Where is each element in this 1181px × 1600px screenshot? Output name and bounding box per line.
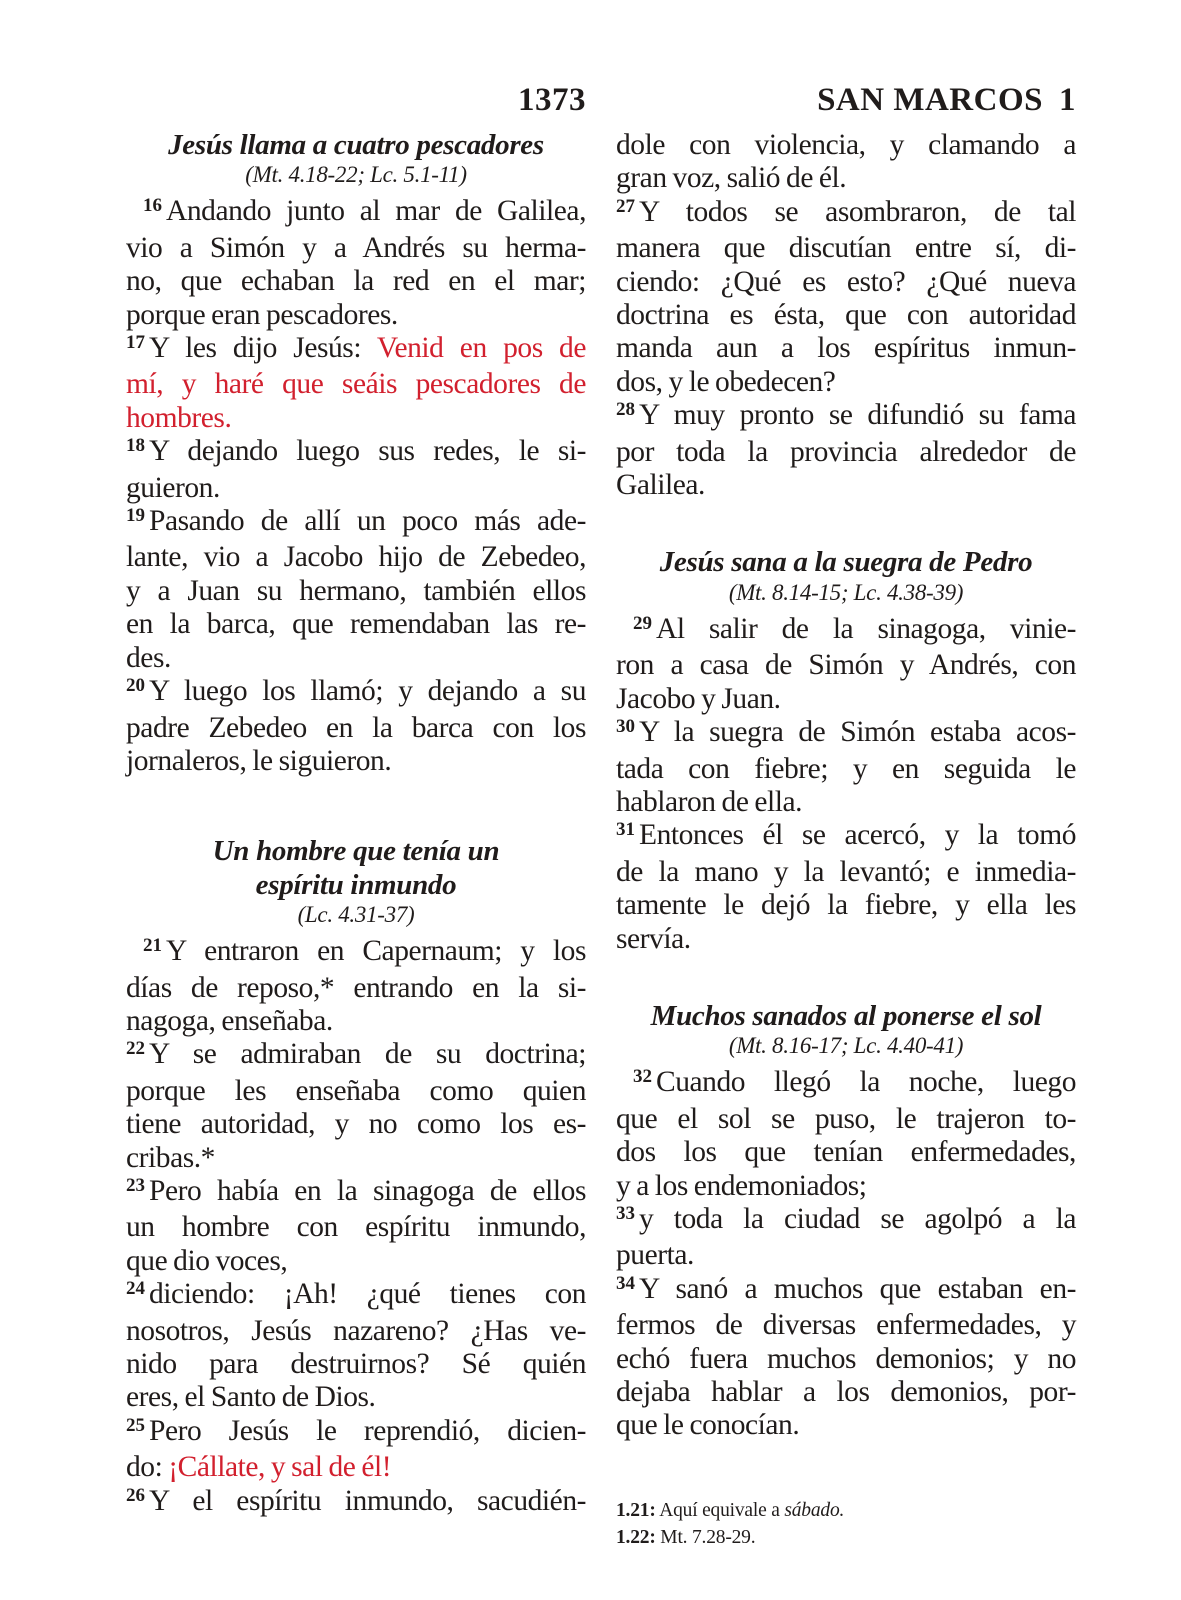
body-text: manera que discutían entre sí, di- (616, 232, 1076, 265)
section-title: espíritu inmundo (255, 868, 457, 901)
verse-paragraph (126, 1038, 586, 1175)
body-text: tiene autoridad, y no como los es- (126, 1108, 586, 1141)
text-line (126, 1485, 586, 1521)
text-line (126, 1108, 586, 1141)
footnote-text: Aquí equivale a (655, 1499, 785, 1521)
body-text: que dio voces, (126, 1244, 288, 1277)
body-text: Jacobo y Juan. (616, 682, 781, 715)
body-text: eres, el Santo de Dios. (126, 1381, 376, 1414)
verse-paragraph (126, 435, 586, 505)
body-text: Andando junto al mar de Galilea, (166, 195, 586, 228)
body-text: Y les dijo Jesús: (149, 332, 377, 365)
section-title: Jesús llama a cuatro pescadores (168, 129, 544, 161)
text-line (616, 399, 1076, 435)
text-line (616, 162, 1076, 195)
section-title: Un hombre que tenía un (212, 835, 500, 868)
text-line (126, 195, 586, 231)
body-text: gran voz, salió de él. (616, 162, 847, 195)
text-line (126, 332, 586, 368)
body-text: Y muy pronto se difundió su fama (639, 399, 1076, 432)
text-line (126, 402, 586, 435)
running-head (616, 84, 1076, 117)
body-text: Cuando llegó la noche, luego (656, 1066, 1076, 1099)
body-text: porque eran pescadores. (126, 298, 398, 331)
text-line (126, 299, 586, 332)
verse-number: 23 (126, 1174, 145, 1196)
verse-number: 20 (126, 675, 145, 697)
body-text: Y el espíritu inmundo, sacudién- (149, 1484, 586, 1517)
body-text: puerta. (616, 1239, 694, 1272)
body-text: nido para destruirnos? Sé quién (126, 1348, 586, 1380)
text-line (126, 1038, 586, 1074)
text-line (616, 786, 1076, 819)
words-of-jesus: ¡Cállate, y sal de él! (168, 1451, 392, 1484)
body-text: días de reposo,* entrando en la si- (126, 971, 586, 1004)
section-title: Jesús sana a la suegra de Pedro (659, 546, 1033, 579)
continuation-paragraph (616, 129, 1076, 196)
text-line (126, 1381, 586, 1414)
text-line (126, 265, 586, 298)
verse-number: 29 (633, 612, 652, 634)
verse-paragraph (616, 1066, 1076, 1203)
body-text: fermos de diversas enfermedades, y (616, 1309, 1076, 1342)
right-column (616, 129, 1076, 1551)
text-line (616, 1343, 1076, 1376)
body-text: un hombre con espíritu inmundo, (126, 1211, 586, 1244)
text-line (616, 366, 1076, 399)
verse-paragraph (126, 675, 586, 778)
text-line (616, 1103, 1076, 1136)
text-line (126, 642, 586, 675)
text-line (616, 1066, 1076, 1102)
body-text: Y entraron en Capernaum; y los (166, 935, 586, 968)
text-line (616, 1136, 1076, 1169)
text-line (126, 435, 586, 471)
body-text: diciendo: ¡Ah! ¿qué tienes con (149, 1278, 586, 1311)
text-line (126, 712, 586, 745)
section-heading-group (616, 1000, 1076, 1059)
body-text: vio a Simón y a Andrés su herma- (126, 231, 586, 264)
text-line (126, 1415, 586, 1451)
text-line (126, 541, 586, 574)
text-line (616, 1409, 1076, 1442)
body-text: en la barca, que remendaban las re- (126, 608, 586, 641)
verse-number: 17 (126, 332, 145, 354)
verse-paragraph (126, 1415, 586, 1485)
text-line (616, 1170, 1076, 1203)
body-text: no, que echaban la red en el mar; (126, 265, 586, 298)
verse-paragraph (616, 399, 1076, 502)
body-text: Galilea. (616, 469, 705, 502)
body-text: y a los endemoniados; (616, 1169, 867, 1202)
verse-number: 18 (126, 435, 145, 457)
verse-number: 25 (126, 1414, 145, 1436)
verse-paragraph (616, 196, 1076, 399)
verse-paragraph (126, 332, 586, 435)
text-line (126, 1075, 586, 1108)
text-line (616, 1376, 1076, 1409)
text-line (126, 1175, 586, 1211)
body-text: tamente le dejó la fiebre, y ella les (616, 889, 1076, 922)
verse-number: 30 (616, 716, 635, 738)
body-text: que el sol se puso, le trajeron to- (616, 1102, 1076, 1135)
text-line (126, 232, 586, 265)
text-line (126, 1451, 586, 1484)
verse-number: 34 (616, 1272, 635, 1294)
body-text: Entonces él se acercó, y la tomó (639, 819, 1076, 852)
text-columns (126, 129, 1076, 1551)
verse-paragraph (126, 1485, 586, 1521)
text-line (616, 1273, 1076, 1309)
words-of-jesus: hombres. (126, 401, 232, 434)
text-line (616, 613, 1076, 649)
verse-number: 27 (616, 195, 635, 217)
text-line (126, 472, 586, 505)
body-text: echó fuera muchos demonios; y no (616, 1342, 1076, 1375)
verse-number: 19 (126, 505, 145, 527)
verse-paragraph (126, 195, 586, 332)
page-number: 1373 (518, 82, 586, 118)
verse-paragraph (616, 819, 1076, 956)
text-line (126, 1245, 586, 1278)
body-text: manda aun a los espíritus inmun- (616, 332, 1076, 365)
body-text: Y todos se asombraron, de tal (639, 195, 1076, 228)
body-text: y toda la ciudad se agolpó a la (639, 1202, 1076, 1235)
text-line (616, 469, 1076, 502)
verse-number: 28 (616, 399, 635, 421)
verse-number: 22 (126, 1038, 145, 1060)
section-cross-reference: (Mt. 8.14-15; Lc. 4.38-39) (728, 579, 964, 605)
verse-number: 33 (616, 1202, 635, 1224)
text-line (616, 889, 1076, 922)
text-line (616, 266, 1076, 299)
footnote-text: sábado. (784, 1499, 845, 1521)
body-text: Al salir de la sinagoga, vinie- (656, 612, 1076, 645)
text-line (616, 436, 1076, 469)
body-text: Y luego los llamó; y dejando a su (149, 675, 586, 708)
body-text: Y se admiraban de su doctrina; (149, 1038, 586, 1071)
verse-number: 31 (616, 819, 635, 841)
body-text: dos, y le obedecen? (616, 365, 836, 398)
section-heading-group (126, 129, 586, 188)
body-text: dos los que tenían enfermedades, (616, 1136, 1076, 1169)
verse-paragraph (616, 1203, 1076, 1273)
chapter-number: 1 (1059, 82, 1076, 118)
body-text: Y dejando luego sus redes, le si- (149, 435, 586, 468)
body-text: hablaron de ella. (616, 785, 803, 818)
verse-number: 16 (143, 195, 162, 217)
words-of-jesus: Venid en pos de (376, 332, 587, 365)
text-line (126, 368, 586, 401)
verse-number: 21 (143, 935, 162, 957)
body-text: des. (126, 641, 171, 674)
body-text: Pero Jesús le reprendió, dicien- (149, 1414, 586, 1447)
text-line (126, 1142, 586, 1175)
body-text: porque les enseñaba como quien (126, 1074, 586, 1107)
text-line (126, 935, 586, 971)
body-text: de la mano y la levantó; e inmedia- (616, 855, 1076, 888)
verse-paragraph (616, 613, 1076, 716)
text-line (616, 332, 1076, 365)
page-header (126, 84, 1076, 117)
book-name: SAN MARCOS (817, 82, 1043, 118)
body-text: y a Juan su hermano, también ellos (126, 574, 586, 607)
text-line (126, 1348, 586, 1381)
text-line (616, 683, 1076, 716)
body-text: Pasando de allí un poco más ade- (149, 505, 586, 538)
text-line (616, 753, 1076, 786)
section-cross-reference: (Mt. 8.16-17; Lc. 4.40-41) (728, 1033, 964, 1059)
text-line (616, 129, 1076, 162)
verse-number: 26 (126, 1484, 145, 1506)
text-line (126, 1211, 586, 1244)
text-line (616, 1309, 1076, 1342)
body-text: Y la suegra de Simón estaba acos- (639, 716, 1076, 749)
text-line (616, 649, 1076, 682)
body-text: servía. (616, 922, 691, 955)
text-line (126, 745, 586, 778)
left-column (126, 129, 586, 1551)
text-line (616, 1239, 1076, 1272)
footnote (616, 1497, 1076, 1524)
text-line (616, 232, 1076, 265)
section-title: Muchos sanados al ponerse el sol (650, 999, 1042, 1032)
body-text: Pero había en la sinagoga de ellos (149, 1174, 586, 1207)
verse-paragraph (126, 1278, 586, 1415)
verse-number: 24 (126, 1278, 145, 1300)
body-text: dejaba hablar a los demonios, por- (616, 1376, 1076, 1408)
text-line (126, 575, 586, 608)
body-text: guieron. (126, 471, 220, 504)
body-text: Y sanó a muchos que estaban en- (639, 1272, 1076, 1305)
verse-paragraph (126, 505, 586, 675)
text-line (616, 1203, 1076, 1239)
verse-paragraph (126, 1175, 586, 1278)
text-line (126, 608, 586, 641)
text-line (616, 299, 1076, 332)
body-text: doctrina es ésta, que con autoridad (616, 299, 1076, 332)
body-text: nosotros, Jesús nazareno? ¿Has ve- (126, 1314, 586, 1347)
body-text: ron a casa de Simón y Andrés, con (616, 649, 1076, 682)
text-line (616, 716, 1076, 752)
verse-paragraph (616, 716, 1076, 819)
footnote-ref: 1.21: (616, 1499, 656, 1521)
text-line (616, 923, 1076, 956)
section-heading-group (126, 835, 586, 928)
footnote-ref: 1.22: (616, 1526, 656, 1548)
body-text: por toda la provincia alrededor de (616, 435, 1076, 468)
footnotes (616, 1497, 1076, 1551)
body-text: padre Zebedeo en la barca con los (126, 711, 586, 744)
body-text: ciendo: ¿Qué es esto? ¿Qué nueva (616, 265, 1076, 298)
body-text: cribas.* (126, 1141, 215, 1174)
text-line (126, 972, 586, 1005)
body-text: tada con fiebre; y en seguida le (616, 752, 1076, 785)
text-line (616, 819, 1076, 855)
section-cross-reference: (Lc. 4.31-37) (297, 902, 415, 928)
footnote-text: Mt. 7.28-29. (655, 1526, 756, 1548)
section-heading-group (616, 546, 1076, 605)
verse-paragraph (126, 935, 586, 1038)
verse-paragraph (616, 1273, 1076, 1443)
text-line (126, 1278, 586, 1314)
footnote (616, 1524, 1076, 1551)
text-line (126, 675, 586, 711)
text-line (126, 505, 586, 541)
text-line (616, 196, 1076, 232)
body-text: lante, vio a Jacobo hijo de Zebedeo, (126, 541, 586, 574)
body-text: do: (126, 1451, 169, 1484)
text-line (126, 1315, 586, 1348)
words-of-jesus: mí, y haré que seáis pescadores de (126, 368, 586, 401)
section-cross-reference: (Mt. 4.18-22; Lc. 5.1-11) (245, 162, 467, 188)
body-text: dole con violencia, y clamando a (616, 129, 1076, 161)
body-text: nagoga, enseñaba. (126, 1004, 333, 1037)
verse-number: 32 (633, 1066, 652, 1088)
text-line (126, 1005, 586, 1038)
body-text: que le conocían. (616, 1409, 800, 1442)
body-text: jornaleros, le siguieron. (126, 744, 392, 777)
text-line (616, 856, 1076, 889)
